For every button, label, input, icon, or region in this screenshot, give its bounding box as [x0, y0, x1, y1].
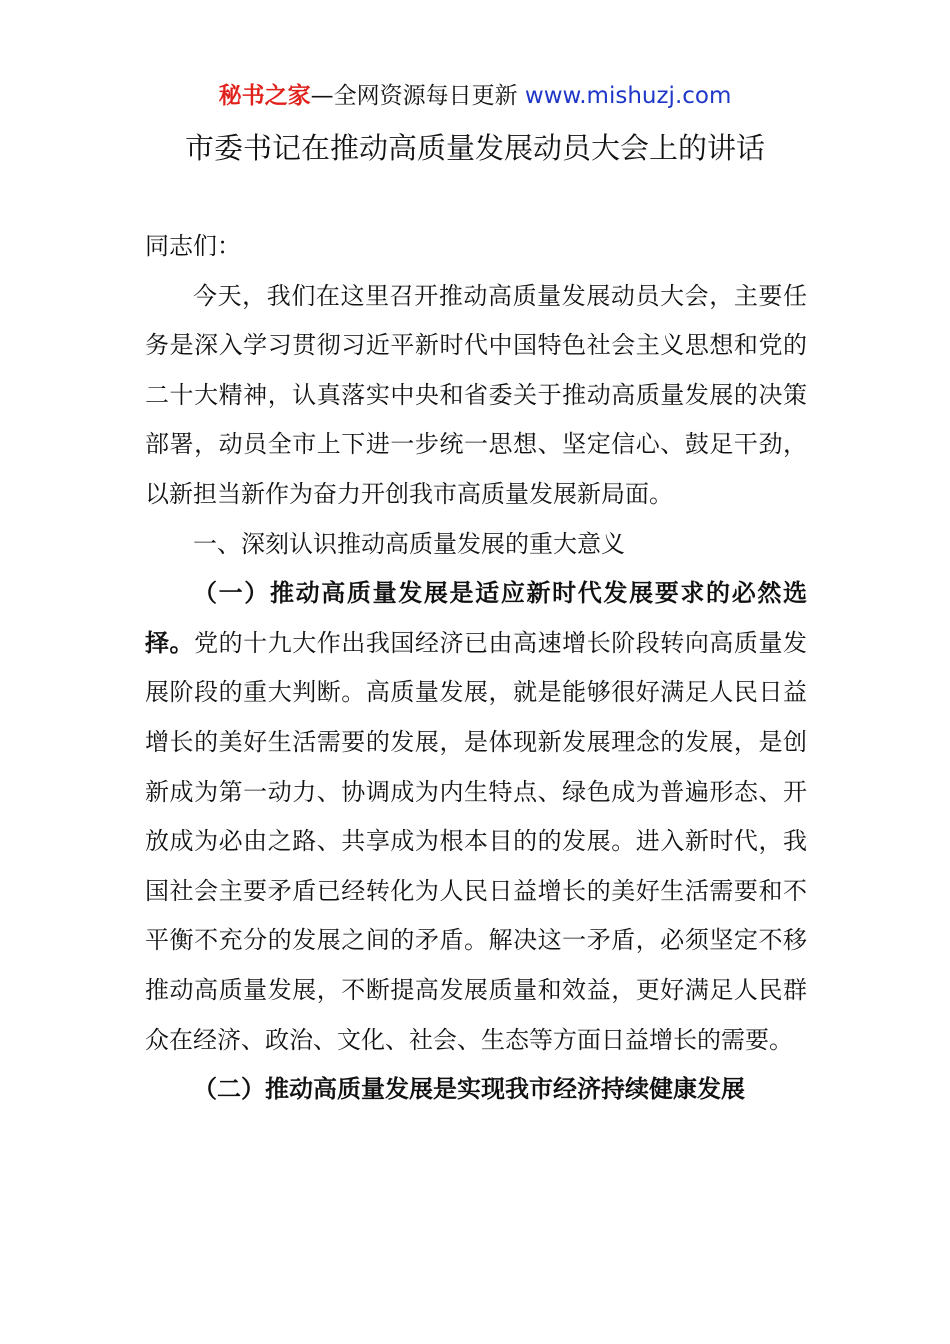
salutation: 同志们： [145, 232, 241, 260]
site-header [0, 80, 950, 112]
document-body [145, 222, 807, 1115]
point-2-heading: （二）推动高质量发展是实现我市经济持续健康发展 [193, 1075, 745, 1104]
site-slogan: —全网资源每日更新 [310, 83, 525, 109]
section-heading: 一、深刻认识推动高质量发展的重大意义 [193, 529, 625, 558]
intro-paragraph: 今天，我们在这里召开推动高质量发展动员大会，主要任务是深入学习贯彻习近平新时代中国特色社会主义思想和党的二十大精神，认真落实中央和省委关于推动高质量发展的决策部署，动员全市上下进一步统一思想、坚定信心、鼓足干劲，以新担当新作为奋力开创我市高质量发展新局面。 [145, 281, 807, 508]
point-1-paragraph [145, 569, 807, 1065]
site-name: 秘书之家 [218, 83, 311, 109]
document-title: 市委书记在推动高质量发展动员大会上的讲话 [184, 131, 765, 165]
point-1-heading: （一）推动高质量发展是适应新时代发展要求的必然选择。 [145, 579, 807, 657]
point-1-body: 党的十九大作出我国经济已由高速增长阶段转向高质量发展阶段的重大判断。高质量发展，就是能够很好满足人民日益增长的美好生活需要的发展，是体现新发展理念的发展，是创新成为第一动力、协调成为内生特点、绿色成为普遍形态、开放成为必由之路、共享成为根本目的的发展。进入新时代，我国社会主要矛盾已经转化为人民日益增长的美好生活需要和不平衡不充分的发展之间的矛盾。解决这一矛盾，必须坚定不移推动高质量发展，不断提高发展质量和效益，更好满足人民群众在经济、政治、文化、社会、生态等方面日益增长的需要。 [145, 628, 807, 1054]
site-url-link[interactable]: www.mishuzj.com [524, 83, 732, 109]
